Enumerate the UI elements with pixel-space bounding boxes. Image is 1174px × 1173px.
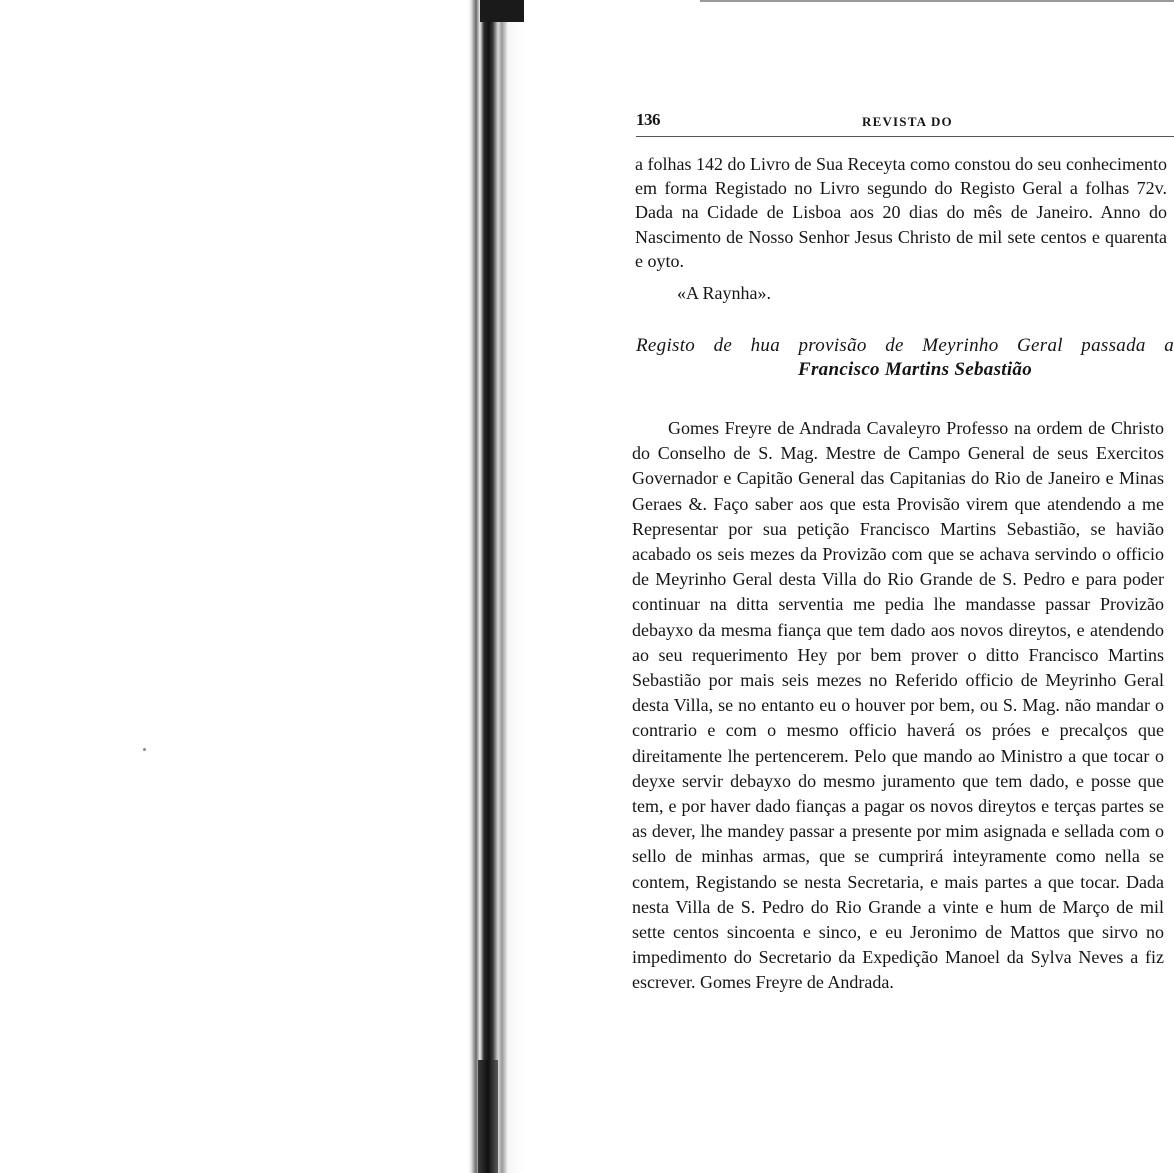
body-block xyxy=(632,416,1164,996)
body-paragraph: Gomes Freyre de Andrada Cavaleyro Professo na ordem de Christo do Conselho de S. Mag. Mestre de Campo General de seus Exercitos Governador e Capitão General das Capitanias do Rio de Janeiro e Minas Geraes &. Faço saber aos que esta Provisão virem que atendendo a me Representar por sua petição Francisco Martins Sebastião, se havião acabado os seis mezes da Provizão com que se achava servindo o officio de Meyrinho Geral desta Villa do Rio Grande de S. Pedro e para poder continuar na ditta serventia me pedia lhe mandasse passar Provizão debayxo da mesma fiança que tem dado aos novos direytos, e atendendo ao seu requerimento Hey por bem prover o ditto Francisco Martins Sebastião por mais seis mezes no Referido officio de Meyrinho Geral desta Villa, se no entanto eu o houver por bem, ou S. Mag. não mandar o contrario e com o mesmo officio haverá os próes e precalços que direitamente lhe pertencerem. Pelo que mando ao Ministro a que tocar o deyxe servir debayxo do mesmo juramento que tem dado, e posse que tem, e por haver dado fianças a pagar os novos direytos e terças partes se as dever, lhe mandey passar a presente por mim asignada e sellada com o sello de minhas armas, que se cumprirá inteyramente como nella se contem, Registando se nesta Secretaria, e mais partes a que tocar. Dada nesta Villa de S. Pedro do Rio Grande a vinte e hum de Março de mil sette centos sincoenta e sinco, e eu Jeronimo de Mattos que sirvo no impedimento do Secretario da Expedição Manoel da Sylva Neves a fiz escrever. Gomes Freyre de Andrada. xyxy=(632,418,1164,993)
top-edge-rule xyxy=(700,0,1174,2)
stray-dot xyxy=(143,748,146,751)
section-title-line-2: Francisco Martins Sebastião xyxy=(797,359,1033,380)
continuation-block xyxy=(635,152,1167,305)
gutter-bottom-shadow xyxy=(478,1060,498,1173)
section-title-line-1: Registo de hua provisão de Meyrinho Geral passada a xyxy=(636,335,1174,356)
continuation-paragraph: a folhas 142 do Livro de Sua Receyta como constou do seu conhecimento em forma Registado no Livro segundo do Registo Geral a folhas 72v. Dada na Cidade de Lisboa aos 20 dias do mês de Janeiro. Anno do Nascimento de Nosso Senhor Jesus Christo de mil sete centos e quarenta e oyto. xyxy=(635,154,1167,271)
section-title xyxy=(636,334,1174,382)
book-gutter xyxy=(468,0,524,1173)
header-rule xyxy=(636,136,1174,137)
left-blank-page xyxy=(0,0,470,1173)
signature-line: «A Raynha». xyxy=(677,283,771,304)
page-number: 136 xyxy=(636,110,660,129)
gutter-top-shadow xyxy=(480,0,524,22)
running-title: REVISTA DO xyxy=(862,114,953,129)
running-header xyxy=(636,110,1174,134)
